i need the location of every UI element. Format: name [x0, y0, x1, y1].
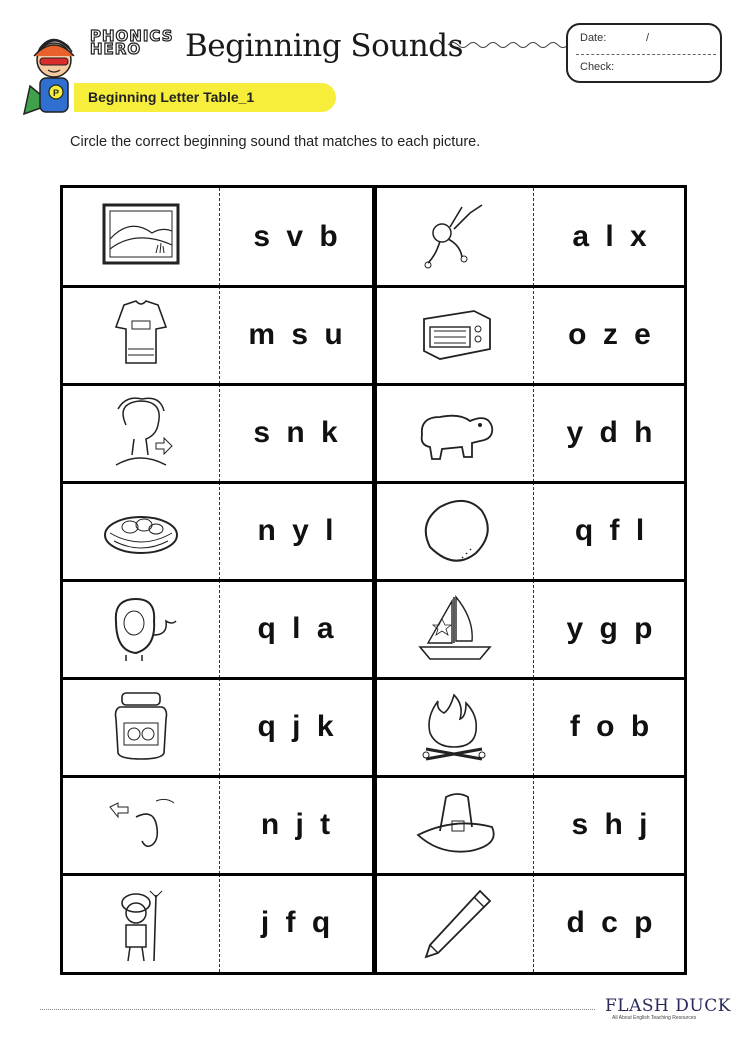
dashed-divider — [533, 482, 534, 580]
lion-icon — [63, 580, 218, 678]
row-divider — [63, 677, 684, 680]
letter-choices[interactable]: d c p — [566, 906, 654, 939]
footer-divider — [40, 1009, 595, 1010]
letter-choices[interactable]: s n k — [253, 416, 339, 449]
right-row-4 — [377, 482, 687, 580]
date-check-box — [566, 23, 722, 83]
row-divider — [63, 481, 684, 484]
hills-picture-icon — [63, 188, 218, 286]
worksheet-table — [60, 185, 687, 975]
row-divider — [63, 579, 684, 582]
left-row-7 — [63, 776, 373, 874]
letter-choices[interactable]: f o b — [569, 710, 651, 743]
sailboat-icon — [377, 580, 532, 678]
right-row-1 — [377, 188, 687, 286]
letter-choices[interactable]: y g p — [566, 612, 654, 645]
toaster-oven-icon — [377, 286, 532, 384]
letter-choices[interactable]: j f q — [260, 906, 332, 939]
letter-choices[interactable]: m s u — [248, 318, 344, 351]
dashed-divider — [219, 384, 220, 482]
date-divider — [576, 54, 716, 55]
right-row-3 — [377, 384, 687, 482]
dashed-divider — [219, 580, 220, 678]
farmer-icon — [63, 874, 218, 972]
dashed-divider — [219, 678, 220, 776]
check-label: Check: — [580, 61, 615, 73]
dashed-divider — [219, 776, 220, 874]
instruction-text: Circle the correct beginning sound that matches to each picture. — [70, 134, 481, 150]
dashed-divider — [219, 286, 220, 384]
letter-choices[interactable]: a l x — [572, 220, 648, 253]
left-row-5 — [63, 580, 373, 678]
footer-logo: FLASH DUCK — [605, 996, 731, 1016]
dashed-divider — [533, 678, 534, 776]
letter-choices[interactable]: q f l — [574, 514, 646, 547]
letter-choices[interactable]: n y l — [257, 514, 335, 547]
right-row-7 — [377, 776, 687, 874]
left-row-3 — [63, 384, 373, 482]
left-row-1 — [63, 188, 373, 286]
nest-icon — [63, 482, 218, 580]
dashed-divider — [219, 482, 220, 580]
nose-icon — [63, 776, 218, 874]
svg-text:P: P — [53, 88, 60, 98]
row-divider — [63, 775, 684, 778]
fire-icon — [377, 678, 532, 776]
brand-logo-text — [90, 27, 174, 58]
brand-line-2: HERO — [90, 40, 142, 58]
letter-choices[interactable]: o z e — [568, 318, 652, 351]
page-title: Beginning Sounds — [185, 28, 463, 64]
row-divider — [63, 285, 684, 288]
left-row-2 — [63, 286, 373, 384]
lemon-icon — [377, 482, 532, 580]
monkey-jumping-icon — [377, 188, 532, 286]
left-row-6 — [63, 678, 373, 776]
jam-jar-icon — [63, 678, 218, 776]
wave-divider — [448, 38, 568, 52]
hippo-icon — [377, 384, 532, 482]
letter-choices[interactable]: s v b — [253, 220, 339, 253]
dashed-divider — [533, 286, 534, 384]
pencil-icon — [377, 874, 532, 972]
subtitle: Beginning Letter Table_1 — [88, 89, 255, 105]
hat-icon — [377, 776, 532, 874]
date-slash: / — [646, 32, 650, 44]
dashed-divider — [219, 188, 220, 286]
date-label: Date: — [580, 32, 607, 44]
right-row-2 — [377, 286, 687, 384]
letter-choices[interactable]: n j t — [260, 808, 332, 841]
dashed-divider — [533, 188, 534, 286]
dashed-divider — [219, 874, 220, 972]
row-divider — [63, 383, 684, 386]
dashed-divider — [533, 776, 534, 874]
footer-tagline: All About English Teaching Resources — [612, 1015, 697, 1021]
right-row-5 — [377, 580, 687, 678]
letter-choices[interactable]: q l a — [257, 612, 335, 645]
letter-choices[interactable]: y d h — [566, 416, 654, 449]
dashed-divider — [533, 874, 534, 972]
letter-choices[interactable]: s h j — [571, 808, 649, 841]
dashed-divider — [533, 580, 534, 678]
right-row-6 — [377, 678, 687, 776]
row-divider — [63, 873, 684, 876]
brand-line-1: PHONICS — [90, 27, 174, 45]
left-row-4 — [63, 482, 373, 580]
letter-choices[interactable]: q j k — [257, 710, 335, 743]
dashed-divider — [533, 384, 534, 482]
neck-icon — [63, 384, 218, 482]
left-row-8 — [63, 874, 373, 972]
right-row-8 — [377, 874, 687, 972]
jersey-icon — [63, 286, 218, 384]
